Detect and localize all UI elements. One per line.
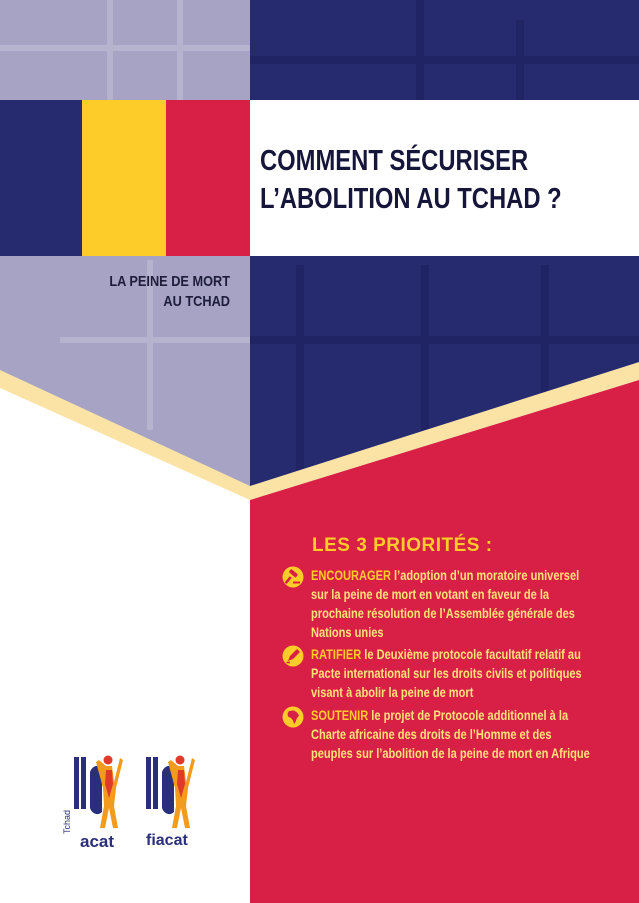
- fiacat-figure-icon: [140, 752, 196, 834]
- subtitle: [86, 272, 231, 312]
- acat-figure-icon: [68, 752, 128, 834]
- title-line-2: L’ABOLITION AU TCHAD ?: [260, 183, 562, 215]
- flag-stripe-blue: [0, 100, 82, 256]
- africa-map-icon: [282, 706, 304, 728]
- acat-logo: [62, 752, 128, 852]
- fiacat-logo: [140, 752, 200, 852]
- priority-keyword: ENCOURAGER: [311, 568, 391, 583]
- acat-country-label: Tchad: [62, 809, 72, 834]
- fiacat-name: fiacat: [146, 832, 188, 849]
- flag-stripe-yellow: [82, 100, 166, 256]
- priority-keyword: RATIFIER: [311, 647, 362, 662]
- gavel-icon: [282, 566, 304, 588]
- priority-description: l’adoption d’un moratoire universel sur la peine de mort en votant en faveur de la prochaine résolution de l’Assemblée générale des Nations unies: [311, 568, 580, 640]
- priorities-heading: LES 3 PRIORITÉS :: [312, 535, 493, 556]
- page-title: [260, 142, 563, 218]
- priority-text: [311, 566, 594, 642]
- subtitle-line-2: AU TCHAD: [163, 293, 230, 310]
- priority-text: [311, 645, 594, 702]
- flag-stripe-red: [166, 100, 250, 256]
- acat-name: acat: [80, 832, 115, 851]
- subtitle-line-1: LA PEINE DE MORT: [109, 273, 230, 290]
- title-box: [250, 100, 639, 256]
- title-line-1: COMMENT SÉCURISER: [260, 145, 529, 177]
- priority-description: le projet de Protocole additionnel à la Charte africaine des droits de l’Homme et des peuples sur l’abolition de la peine de mort en Afrique: [311, 708, 590, 761]
- priority-description: le Deuxième protocole facultatif relatif au Pacte international sur les droits civils et politiques visant à abolir la peine de mort: [311, 647, 582, 700]
- priority-text: [311, 706, 594, 763]
- priority-keyword: SOUTENIR: [311, 708, 369, 723]
- pen-icon: [282, 645, 304, 667]
